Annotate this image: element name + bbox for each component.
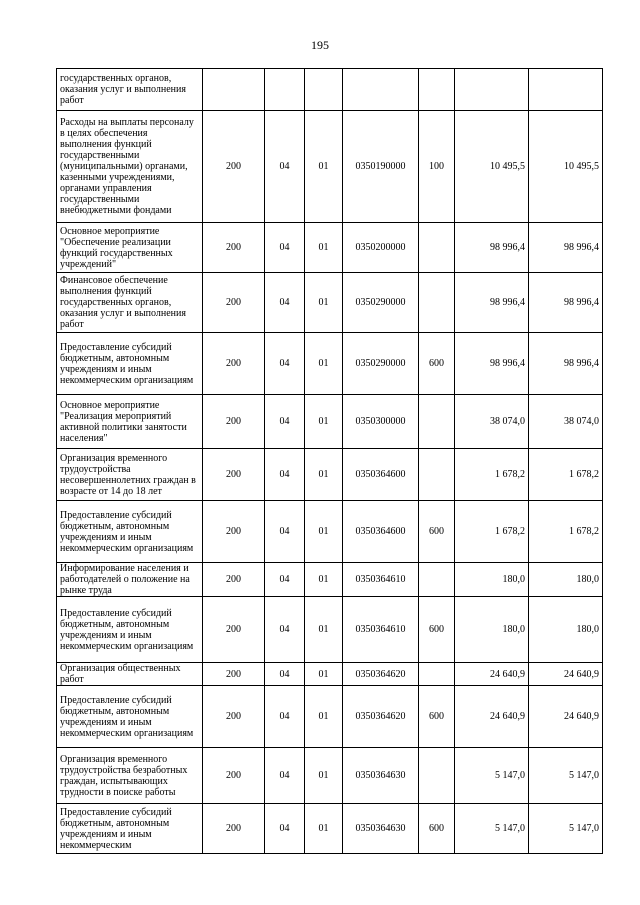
- expense-type-cell: 600: [419, 686, 455, 748]
- section-cell: 04: [265, 563, 305, 597]
- code-cell: 200: [203, 449, 265, 501]
- section-cell: 04: [265, 663, 305, 686]
- code-cell: 200: [203, 223, 265, 273]
- amount-cell: 98 996,4: [455, 223, 529, 273]
- target-code-cell: 0350364620: [343, 663, 419, 686]
- target-code-cell: 0350364600: [343, 501, 419, 563]
- amount-cell: 180,0: [455, 563, 529, 597]
- row-name-cell: государственных органов, оказания услуг и выполнения работ: [57, 69, 203, 111]
- table-row: [57, 804, 603, 854]
- section-cell: 04: [265, 597, 305, 663]
- target-code-cell: [343, 69, 419, 111]
- expense-type-cell: [419, 748, 455, 804]
- table-body: [57, 69, 603, 854]
- expense-type-cell: 600: [419, 501, 455, 563]
- row-name-cell: Организация временного трудоустройства безработных граждан, испытывающих трудности в поиске работы: [57, 748, 203, 804]
- table-row: [57, 69, 603, 111]
- section-cell: 04: [265, 333, 305, 395]
- table-row: [57, 111, 603, 223]
- code-cell: 200: [203, 804, 265, 854]
- subsection-cell: 01: [305, 748, 343, 804]
- row-name-cell: Организация временного трудоустройства несовершеннолетних граждан в возрасте от 14 до 18 лет: [57, 449, 203, 501]
- section-cell: 04: [265, 501, 305, 563]
- row-name-cell: Предоставление субсидий бюджетным, автономным учреждениям и иным некоммерческим организациям: [57, 597, 203, 663]
- section-cell: 04: [265, 449, 305, 501]
- expense-type-cell: [419, 223, 455, 273]
- amount-cell-2: 98 996,4: [529, 223, 603, 273]
- subsection-cell: 01: [305, 449, 343, 501]
- expense-type-cell: [419, 663, 455, 686]
- section-cell: 04: [265, 395, 305, 449]
- target-code-cell: 0350290000: [343, 333, 419, 395]
- target-code-cell: 0350364600: [343, 449, 419, 501]
- target-code-cell: 0350300000: [343, 395, 419, 449]
- expense-type-cell: [419, 395, 455, 449]
- table-row: [57, 273, 603, 333]
- amount-cell: 24 640,9: [455, 686, 529, 748]
- target-code-cell: 0350200000: [343, 223, 419, 273]
- amount-cell-2: 10 495,5: [529, 111, 603, 223]
- expense-type-cell: [419, 69, 455, 111]
- code-cell: 200: [203, 333, 265, 395]
- section-cell: 04: [265, 686, 305, 748]
- table-row: [57, 663, 603, 686]
- table-row: [57, 501, 603, 563]
- row-name-cell: Предоставление субсидий бюджетным, автономным учреждениям и иным некоммерческим организациям: [57, 501, 203, 563]
- row-name-cell: Предоставление субсидий бюджетным, автономным учреждениям и иным некоммерческим организациям: [57, 686, 203, 748]
- table-row: [57, 597, 603, 663]
- expense-type-cell: [419, 449, 455, 501]
- amount-cell-2: 1 678,2: [529, 449, 603, 501]
- amount-cell-2: 5 147,0: [529, 748, 603, 804]
- section-cell: 04: [265, 223, 305, 273]
- amount-cell-2: 24 640,9: [529, 663, 603, 686]
- code-cell: 200: [203, 501, 265, 563]
- row-name-cell: Расходы на выплаты персоналу в целях обеспечения выполнения функций государственными (муниципальными) органами, казенными учреждениями, органами управления государственными внебюджетными фондами: [57, 111, 203, 223]
- row-name-cell: Основное мероприятие "Обеспечение реализации функций государственных учреждений": [57, 223, 203, 273]
- amount-cell-2: 24 640,9: [529, 686, 603, 748]
- row-name-cell: Предоставление субсидий бюджетным, автономным учреждениям и иным некоммерческим организациям: [57, 333, 203, 395]
- expense-type-cell: 600: [419, 597, 455, 663]
- subsection-cell: 01: [305, 663, 343, 686]
- subsection-cell: 01: [305, 563, 343, 597]
- code-cell: 200: [203, 686, 265, 748]
- amount-cell-2: 180,0: [529, 563, 603, 597]
- target-code-cell: 0350290000: [343, 273, 419, 333]
- subsection-cell: 01: [305, 501, 343, 563]
- subsection-cell: 01: [305, 273, 343, 333]
- table-row: [57, 449, 603, 501]
- subsection-cell: 01: [305, 804, 343, 854]
- expense-type-cell: 600: [419, 804, 455, 854]
- subsection-cell: 01: [305, 686, 343, 748]
- code-cell: [203, 69, 265, 111]
- row-name-cell: Финансовое обеспечение выполнения функций государственных органов, оказания услуг и выполнения работ: [57, 273, 203, 333]
- amount-cell: 5 147,0: [455, 748, 529, 804]
- amount-cell: 38 074,0: [455, 395, 529, 449]
- amount-cell-2: [529, 69, 603, 111]
- amount-cell-2: 98 996,4: [529, 273, 603, 333]
- amount-cell: 10 495,5: [455, 111, 529, 223]
- section-cell: 04: [265, 748, 305, 804]
- expense-type-cell: [419, 273, 455, 333]
- subsection-cell: 01: [305, 223, 343, 273]
- table-row: [57, 223, 603, 273]
- row-name-cell: Организация общественных работ: [57, 663, 203, 686]
- subsection-cell: 01: [305, 333, 343, 395]
- code-cell: 200: [203, 273, 265, 333]
- code-cell: 200: [203, 395, 265, 449]
- table-row: [57, 748, 603, 804]
- section-cell: [265, 69, 305, 111]
- section-cell: 04: [265, 273, 305, 333]
- amount-cell: 24 640,9: [455, 663, 529, 686]
- amount-cell-2: 1 678,2: [529, 501, 603, 563]
- table-row: [57, 333, 603, 395]
- subsection-cell: [305, 69, 343, 111]
- amount-cell: 98 996,4: [455, 333, 529, 395]
- amount-cell-2: 5 147,0: [529, 804, 603, 854]
- row-name-cell: Информирование населения и работодателей о положение на рынке труда: [57, 563, 203, 597]
- code-cell: 200: [203, 663, 265, 686]
- page-number: 195: [311, 38, 329, 52]
- target-code-cell: 0350364630: [343, 748, 419, 804]
- expense-type-cell: 600: [419, 333, 455, 395]
- amount-cell: [455, 69, 529, 111]
- table-row: [57, 686, 603, 748]
- row-name-cell: Предоставление субсидий бюджетным, автономным учреждениям и иным некоммерческим: [57, 804, 203, 854]
- amount-cell: 98 996,4: [455, 273, 529, 333]
- target-code-cell: 0350364610: [343, 563, 419, 597]
- target-code-cell: 0350364630: [343, 804, 419, 854]
- section-cell: 04: [265, 804, 305, 854]
- table-row: [57, 563, 603, 597]
- target-code-cell: 0350364620: [343, 686, 419, 748]
- expense-type-cell: [419, 563, 455, 597]
- amount-cell-2: 98 996,4: [529, 333, 603, 395]
- target-code-cell: 0350190000: [343, 111, 419, 223]
- code-cell: 200: [203, 597, 265, 663]
- amount-cell-2: 38 074,0: [529, 395, 603, 449]
- code-cell: 200: [203, 111, 265, 223]
- code-cell: 200: [203, 563, 265, 597]
- section-cell: 04: [265, 111, 305, 223]
- table-row: [57, 395, 603, 449]
- target-code-cell: 0350364610: [343, 597, 419, 663]
- budget-table: [56, 68, 603, 854]
- amount-cell: 1 678,2: [455, 449, 529, 501]
- amount-cell: 5 147,0: [455, 804, 529, 854]
- row-name-cell: Основное мероприятие "Реализация мероприятий активной политики занятости населения": [57, 395, 203, 449]
- subsection-cell: 01: [305, 395, 343, 449]
- subsection-cell: 01: [305, 597, 343, 663]
- subsection-cell: 01: [305, 111, 343, 223]
- amount-cell-2: 180,0: [529, 597, 603, 663]
- code-cell: 200: [203, 748, 265, 804]
- amount-cell: 180,0: [455, 597, 529, 663]
- expense-type-cell: 100: [419, 111, 455, 223]
- amount-cell: 1 678,2: [455, 501, 529, 563]
